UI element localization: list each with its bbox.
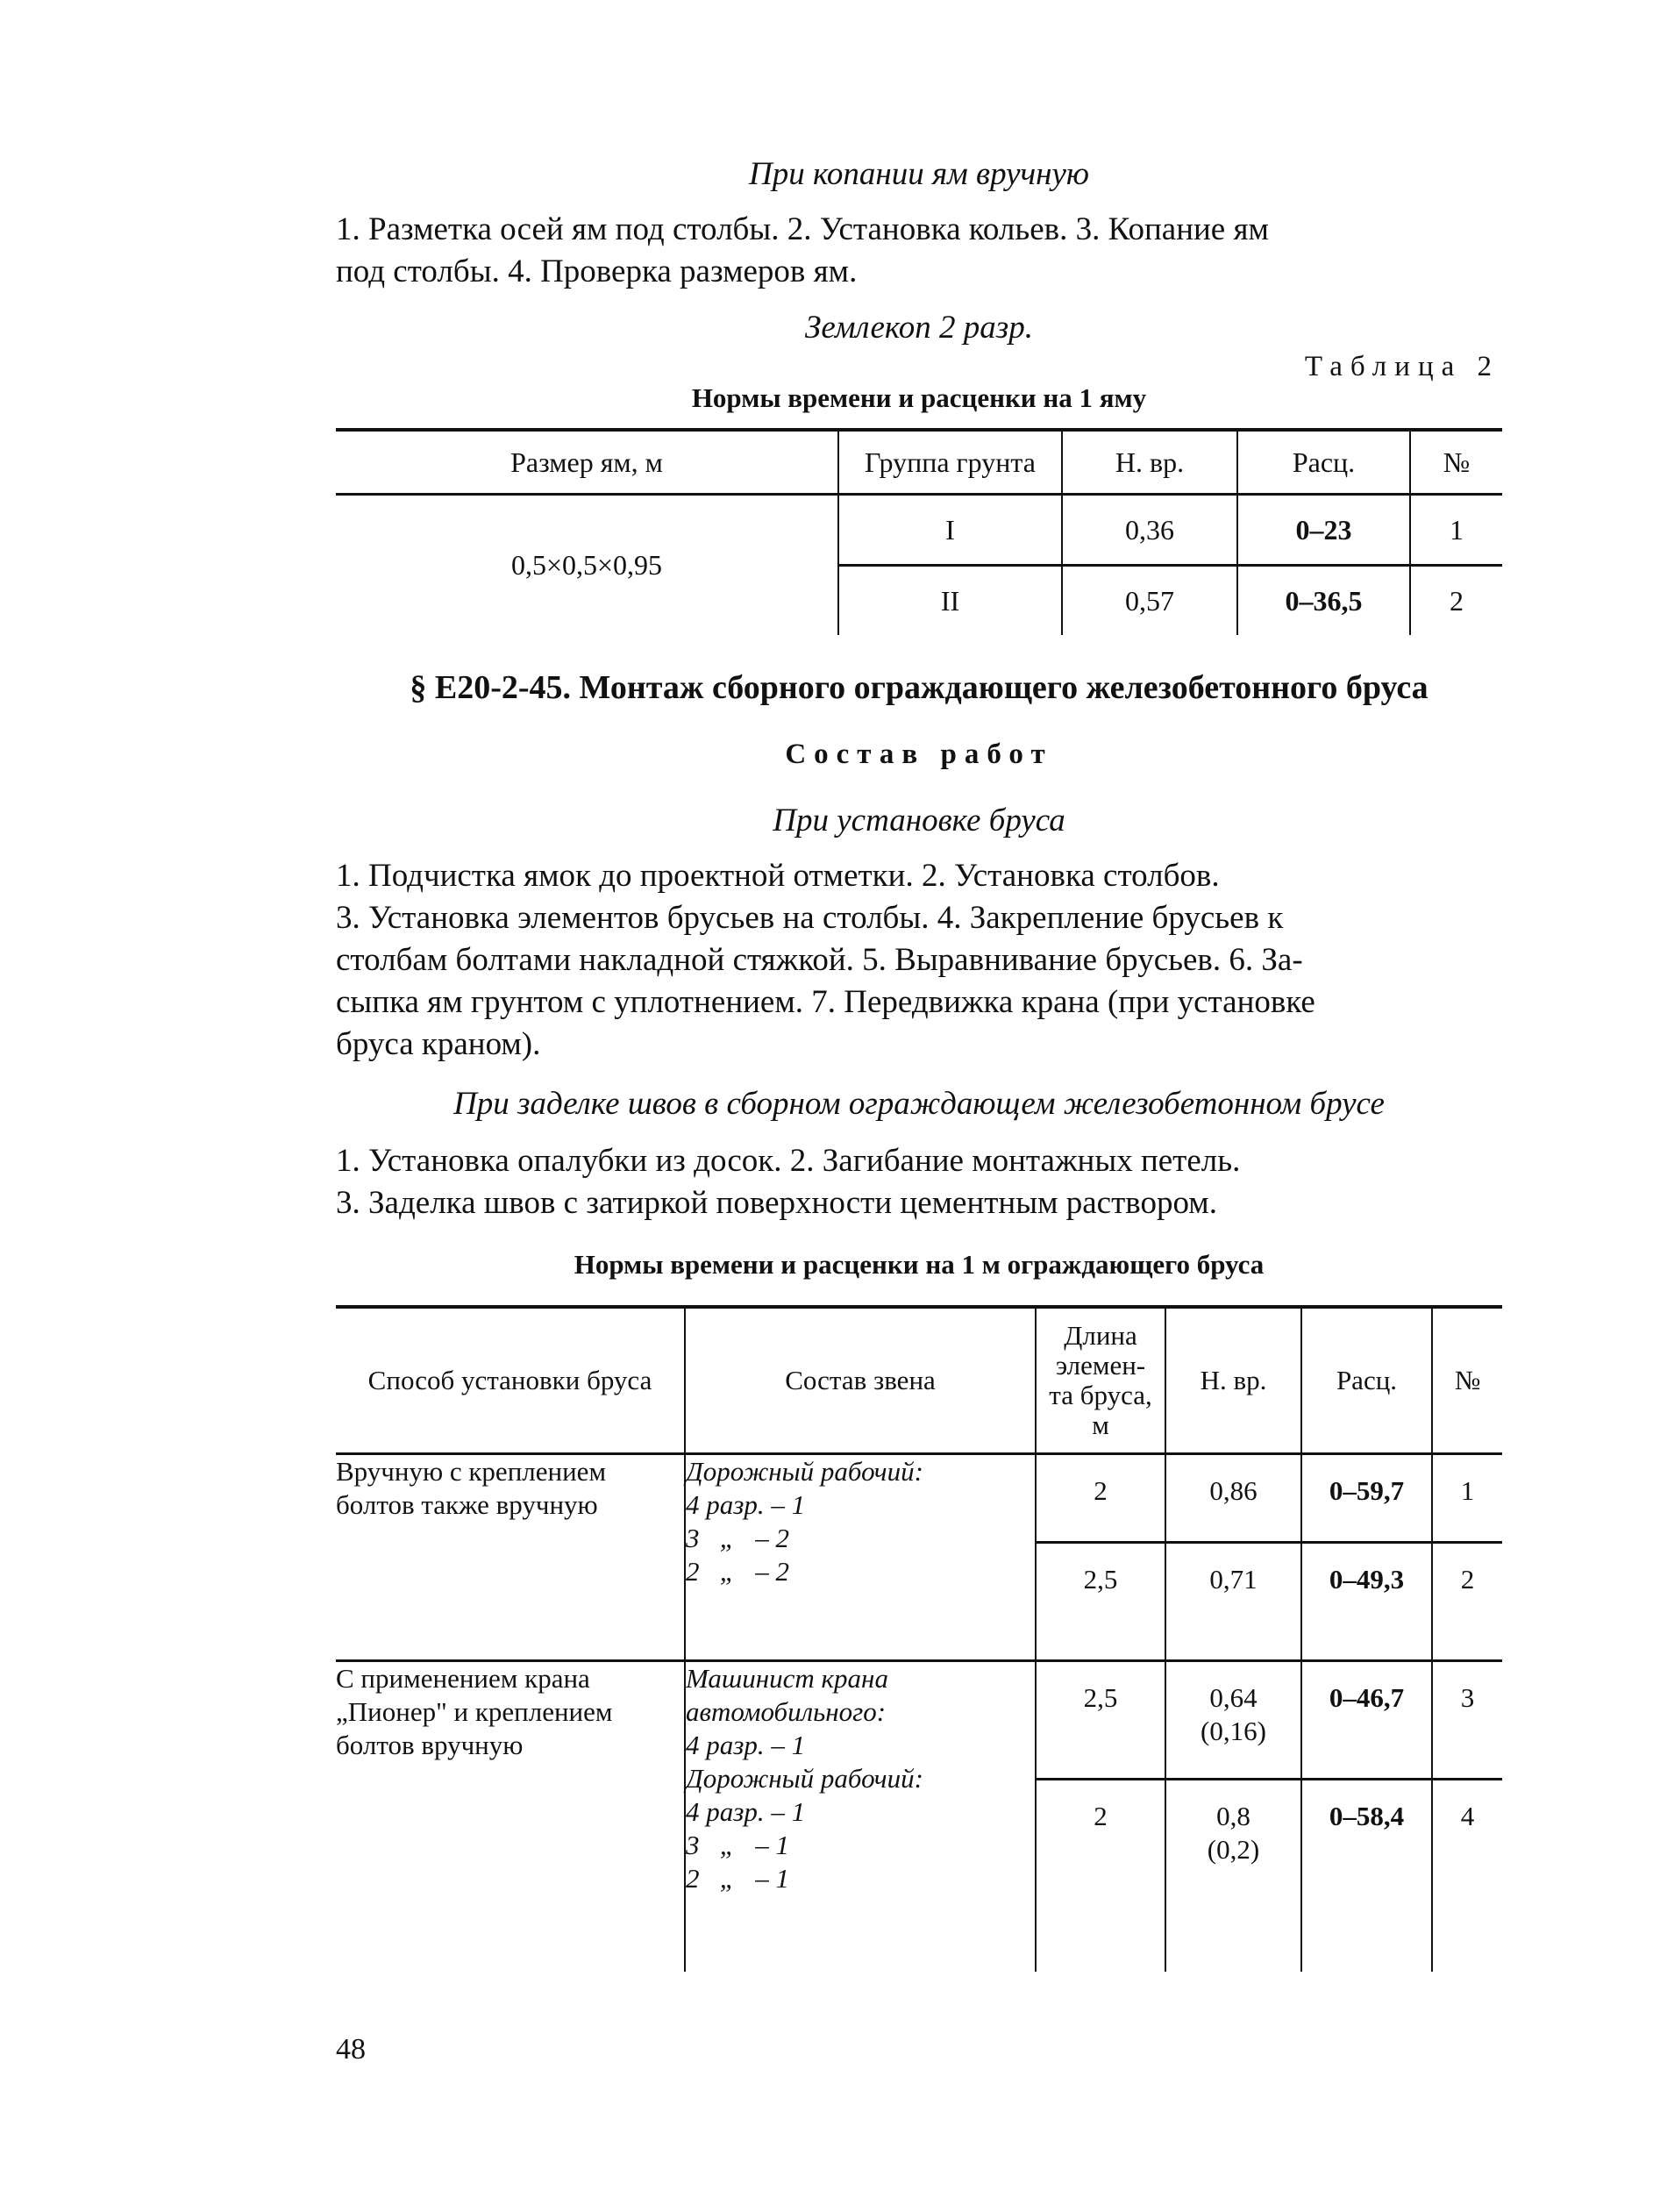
table-2-title: Нормы времени и расценки на 1 яму: [691, 382, 1147, 413]
header-installation-method: Способ установки бруса: [336, 1307, 685, 1454]
cell-rate: 0–23: [1237, 495, 1410, 566]
crew-line: 3 „ – 1: [686, 1830, 789, 1860]
method-line: болтов вручную: [336, 1730, 524, 1760]
header-rate: Расц.: [1237, 430, 1410, 495]
crew-line: 2 „ – 1: [686, 1863, 789, 1894]
norms-table-beam: [336, 1305, 1502, 1972]
cell-length: 2,5: [1036, 1661, 1165, 1780]
cell-number: 1: [1432, 1454, 1502, 1543]
cell-method: [336, 1454, 685, 1661]
norms-table-pits: [336, 428, 1502, 635]
para1-line-2: 3. Установка элементов брусьев на столбы. 4. Закрепление брусьев к: [336, 900, 1284, 936]
crew-line: 2 „ – 2: [686, 1556, 789, 1587]
work-composition-line-2: под столбы. 4. Проверка размеров ям.: [336, 253, 858, 289]
table-header-row: [336, 1307, 1502, 1454]
method-line: С применением крана: [336, 1663, 590, 1694]
subheading-manual-digging: При копании ям вручную: [748, 156, 1090, 192]
header-length-line: та бруса,: [1049, 1380, 1152, 1410]
crew-line: 4 разр. – 1: [686, 1489, 806, 1520]
cell-number: 2: [1410, 566, 1502, 636]
para1-line-4: сыпка ям грунтом с уплотнением. 7. Передвижка крана (при установке: [336, 984, 1315, 1020]
cell-time-norm: [1165, 1661, 1301, 1780]
cell-number: 2: [1432, 1543, 1502, 1661]
table-2-label: Таблица 2: [1304, 351, 1500, 382]
cell-crew: [685, 1454, 1036, 1661]
cell-time-norm: 0,86: [1165, 1454, 1301, 1543]
crew-line: 4 разр. – 1: [686, 1796, 806, 1827]
para2-line-1: 1. Установка опалубки из досок. 2. Загибание монтажных петель.: [336, 1143, 1241, 1179]
crew-line: 4 разр. – 1: [686, 1730, 806, 1760]
subheading-joint-sealing: При заделке швов в сборном ограждающем железобетонном брусе: [453, 1086, 1385, 1122]
header-rate: Расц.: [1301, 1307, 1432, 1454]
cell-number: 1: [1410, 495, 1502, 566]
header-length-line: элемен-: [1055, 1350, 1146, 1381]
para1-line-3: столбам болтами накладной стяжкой. 5. Выравнивание брусьев. 6. За-: [336, 942, 1303, 978]
cell-soil-group: II: [838, 566, 1062, 636]
cell-length: 2: [1036, 1454, 1165, 1543]
time-norm-sub: (0,16): [1201, 1716, 1266, 1746]
time-norm-value: 0,64: [1209, 1682, 1258, 1713]
table-row: [336, 1454, 1502, 1543]
composition-heading: Состав работ: [785, 739, 1053, 770]
cell-number: 4: [1432, 1780, 1502, 1973]
time-norm-value: 0,8: [1216, 1801, 1250, 1831]
crew-line: Дорожный рабочий:: [686, 1763, 923, 1794]
table-row: [336, 495, 1502, 566]
crew-line: 3 „ – 2: [686, 1523, 789, 1553]
header-crew: Состав звена: [685, 1307, 1036, 1454]
method-line: Вручную с креплением: [336, 1456, 607, 1487]
method-line: болтов также вручную: [336, 1489, 598, 1520]
cell-number: 3: [1432, 1661, 1502, 1780]
cell-pit-size: 0,5×0,5×0,95: [510, 549, 663, 581]
worker-grade: Землекоп 2 разр.: [805, 310, 1033, 346]
header-time-norm: Н. вр.: [1165, 1307, 1301, 1454]
para2-line-2: 3. Заделка швов с затиркой поверхности цементным раствором.: [336, 1185, 1217, 1221]
header-element-length: [1036, 1307, 1165, 1454]
cell-method: [336, 1661, 685, 1973]
method-line: „Пионер" и креплением: [336, 1696, 613, 1727]
cell-rate: 0–59,7: [1301, 1454, 1432, 1543]
page-number: 48: [336, 2033, 366, 2066]
table-header-row: [336, 430, 1502, 495]
cell-time-norm: 0,71: [1165, 1543, 1301, 1661]
header-length-line: Длина: [1064, 1320, 1137, 1351]
subheading-beam-installation: При установке бруса: [773, 803, 1065, 838]
time-norm-sub: (0,2): [1207, 1834, 1260, 1865]
header-soil-group: Группа грунта: [838, 430, 1062, 495]
para1-line-5: бруса краном).: [336, 1026, 541, 1062]
table-3-title: Нормы времени и расценки на 1 м ограждающего бруса: [574, 1249, 1265, 1280]
work-composition-line-1: 1. Разметка осей ям под столбы. 2. Установка кольев. 3. Копание ям: [336, 211, 1269, 247]
crew-line: автомобильного:: [686, 1696, 887, 1727]
section-heading: § Е20-2-45. Монтаж сборного ограждающего железобетонного бруса: [410, 669, 1429, 706]
para1-line-1: 1. Подчистка ямок до проектной отметки. 2. Установка столбов.: [336, 858, 1220, 894]
crew-line: Машинист крана: [686, 1663, 888, 1694]
header-time-norm: Н. вр.: [1062, 430, 1237, 495]
header-number: №: [1432, 1307, 1502, 1454]
crew-line: Дорожный рабочий:: [686, 1456, 923, 1487]
cell-rate: 0–46,7: [1301, 1661, 1432, 1780]
cell-time-norm: 0,36: [1062, 495, 1237, 566]
cell-rate: 0–49,3: [1301, 1543, 1432, 1661]
cell-length: 2: [1036, 1780, 1165, 1973]
cell-time-norm: [1165, 1780, 1301, 1973]
cell-length: 2,5: [1036, 1543, 1165, 1661]
header-length-line: м: [1092, 1409, 1109, 1440]
cell-crew: [685, 1661, 1036, 1973]
cell-soil-group: I: [838, 495, 1062, 566]
table-row: [336, 1661, 1502, 1780]
header-pit-size: Размер ям, м: [336, 430, 838, 495]
cell-time-norm: 0,57: [1062, 566, 1237, 636]
cell-rate: 0–58,4: [1301, 1780, 1432, 1973]
header-number: №: [1410, 430, 1502, 495]
cell-rate: 0–36,5: [1237, 566, 1410, 636]
